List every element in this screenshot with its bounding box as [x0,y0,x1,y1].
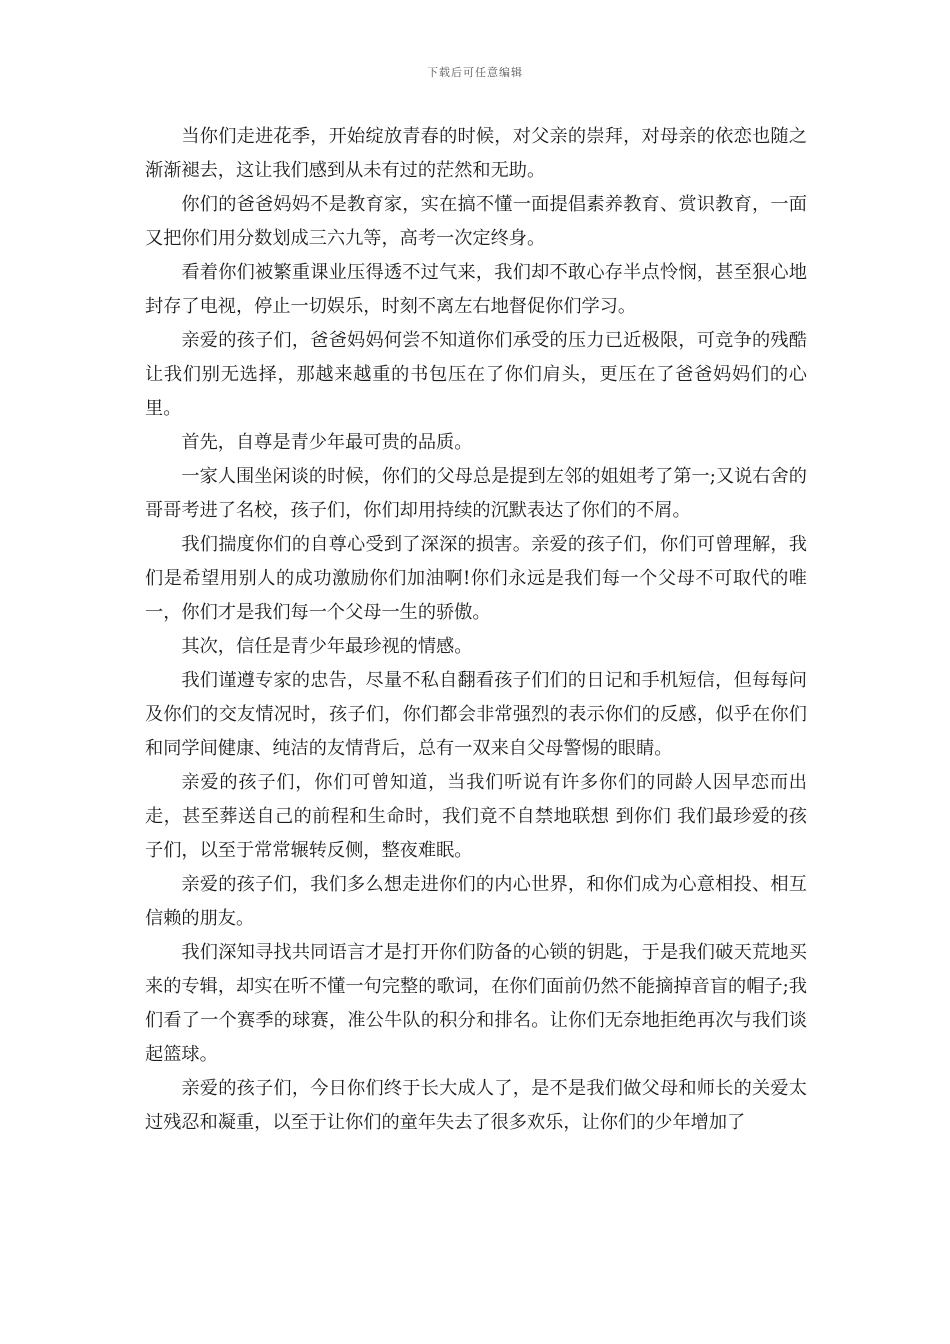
paragraph-9: 我们谨遵专家的忠告，尽量不私自翻看孩子们们的日记和手机短信，但每每问及你们的交友情况时，孩子们，你们都会非常强烈的表示你们的反感，似乎在你们和同学间健康、纯洁的友情背后，总有一双来自父母警惕的眼睛。 [145,670,807,759]
paragraph-13: 亲爱的孩子们，今日你们终于长大成人了，是不是我们做父母和师长的关爱太过残忍和凝重，以至于让你们的童年失去了很多欢乐，让你们的少年增加了 [145,1078,807,1133]
paragraph-2: 你们的爸爸妈妈不是教育家，实在搞不懂一面提倡素养教育、赏识教育，一面又把你们用分数划成三六九等，高考一次定终身。 [145,194,807,249]
paragraph-7: 我们揣度你们的自尊心受到了深深的损害。亲爱的孩子们，你们可曾理解，我们是希望用别人的成功激励你们加油啊!你们永远是我们每一个父母不可取代的唯一，你们才是我们每一个父母一生的骄傲。 [145,534,807,623]
paragraph-4: 亲爱的孩子们，爸爸妈妈何尝不知道你们承受的压力已近极限，可竞争的残酷让我们别无选择，那越来越重的书包压在了你们肩头，更压在了爸爸妈妈们的心里。 [145,330,807,419]
paragraph-5: 首先，自尊是青少年最可贵的品质。 [181,432,473,453]
paragraph-1: 当你们走进花季，开始绽放青春的时候，对父亲的崇拜，对母亲的依恋也随之渐渐褪去，这让我们感到从未有过的茫然和无助。 [145,126,807,181]
paragraph-12: 我们深知寻找共同语言才是打开你们防备的心锁的钥匙，于是我们破天荒地买来的专辑，却实在听不懂一句完整的歌词，在你们面前仍然不能摘掉音盲的帽子;我们看了一个赛季的球赛，准公牛队的积分和排名。让你们无奈地拒绝再次与我们谈起篮球。 [145,942,807,1065]
paragraph-11: 亲爱的孩子们，我们多么想走进你们的内心世界，和你们成为心意相投、相互信赖的朋友。 [145,874,807,929]
document-body [145,120,807,1140]
paragraph-10: 亲爱的孩子们，你们可曾知道，当我们听说有许多你们的同龄人因早恋而出走，甚至葬送自己的前程和生命时，我们竟不自禁地联想 到你们 我们最珍爱的孩子们，以至于常常辗转反侧，整夜难眠。 [145,772,807,861]
paragraph-3: 看着你们被繁重课业压得透不过气来，我们却不敢心存半点怜悯，甚至狠心地封存了电视，停止一切娱乐，时刻不离左右地督促你们学习。 [145,262,807,317]
paragraph-8: 其次，信任是青少年最珍视的情感。 [181,636,473,657]
page-header: 下载后可任意编辑 [427,66,523,79]
paragraph-6: 一家人围坐闲谈的时候，你们的父母总是提到左邻的姐姐考了第一;又说右舍的哥哥考进了名校，孩子们，你们却用持续的沉默表达了你们的不屑。 [145,466,807,521]
